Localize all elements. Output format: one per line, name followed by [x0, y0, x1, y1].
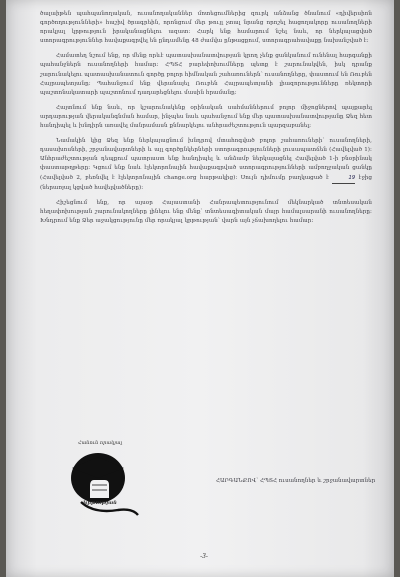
paragraph-2: Համատեղ նշում ենք, որ մենք որևէ պատասխանատվության կրող չենք ցանկանում ունենալ հարգանքի պահանջներն ուսանողների համար։ ՀՊՏՀ բարեփոխումները պետք է շարունակվեն, իսկ դրանք շարունակելու պատասխանատուն գործը բոլոր հիմնական շահառուներն՝ ուսանողները, փաստում են Ռուբեն Հայրապետյանը։ Պահանջում ենք վերանայել Ռուբեն Հայրապետյանի լիազորությունները ռեկտորի պաշտոնակատարի պաշտոնում դադարեցնելու մասին հրամանը։ [40, 53, 372, 96]
logo-text-bottom: Կրթության [83, 500, 117, 506]
paragraph-3: Հայտնում ենք նաև, որ կշարունակենք օրինական սահմաններում բոլոր միջոցներով պայքարել արդարության վերականգնման համար, ինչպես նաև պահանջում ենք մեր պատասխանատվությանը Ձեզ հետ հանդիպել և խնդիրն առավել մանրամասն քննարկելու անհրաժեշտություն պարզաբանել։ [40, 104, 372, 130]
paragraph-4-tail: էջից (ներառյալ կցված հավելվածները)։ [40, 174, 373, 191]
raised-fist-graduation-cap-logo-icon [50, 440, 150, 522]
paragraph-1: ծալաիթեն պահպանողական, ուսանողականներ մոտեցումներից զուրկ անձանց ծնանում «դիվերսիոն գործողությունների» հաշիվ ծրագրեին, որոնցում մեր թույլ չտալ նրանց որոշել հացողակորը ուսանողների որակյալ կրթություն իրականացնելու ազատ։ Հարկ ենք համարում նշել նաև, որ ներկայացված ստորագրություններ հավաքագրվել են ընդամենը 48 ժամվա ընթացքում, ստորագրահավաքը նախանշված է։ [40, 11, 372, 45]
document-page [6, 0, 394, 577]
logo-text-top: Հանուն որակյալ [77, 440, 123, 446]
letter-body [40, 10, 372, 232]
paragraph-4-text: Նամակին կից Ձեզ ենք ներկայացնում խնդրով մտահոգված բոլոր շահառուների՝ ուսանողների, դասախոսների, շրջանավարտների և այլ գործընկերների ստորագրությունների լուսապատճեն (Հավելված 1)։ Անհրաժեշտության դեպքում պատրաստ ենք հանդիպել և անձամբ ներկայացնել Հավելված 1-ի բնօրինակ փաստաթղթերը։ Կցում ենք նաև էլեկտրոնային հավաքագրված ստորագրությունների ամբողջական ցանկը (Հավելված 2, բեռնվել է էլեկտրոնային change.org հարթակից)։ Սույն դիմումը բաղկացած է [40, 138, 372, 181]
paragraph-4 [40, 137, 372, 193]
signature-line: ՀԱՐԳԱՆՔՈՎ՝ ՀՊՏՀ ուսանողներ և շրջանավարտներ [216, 478, 376, 484]
paragraph-5: Հիշեցնում ենք, որ այսօր Հայաստանի Հանրապետությունում մեկնարկած տնտեսական հեղափոխության շարունակողները լինելու ենք մենք՝ տնտեսագիտական մայր համալսարանի ուսանողները։ Խնդրում ենք Ձեր աջակցությունը մեր որակյալ կրթության՝ վարն այն չճախողելու համար։ [40, 199, 372, 224]
organization-logo [50, 440, 150, 522]
handwritten-page-count: 19 [332, 174, 355, 184]
page-number: -3- [200, 553, 208, 560]
